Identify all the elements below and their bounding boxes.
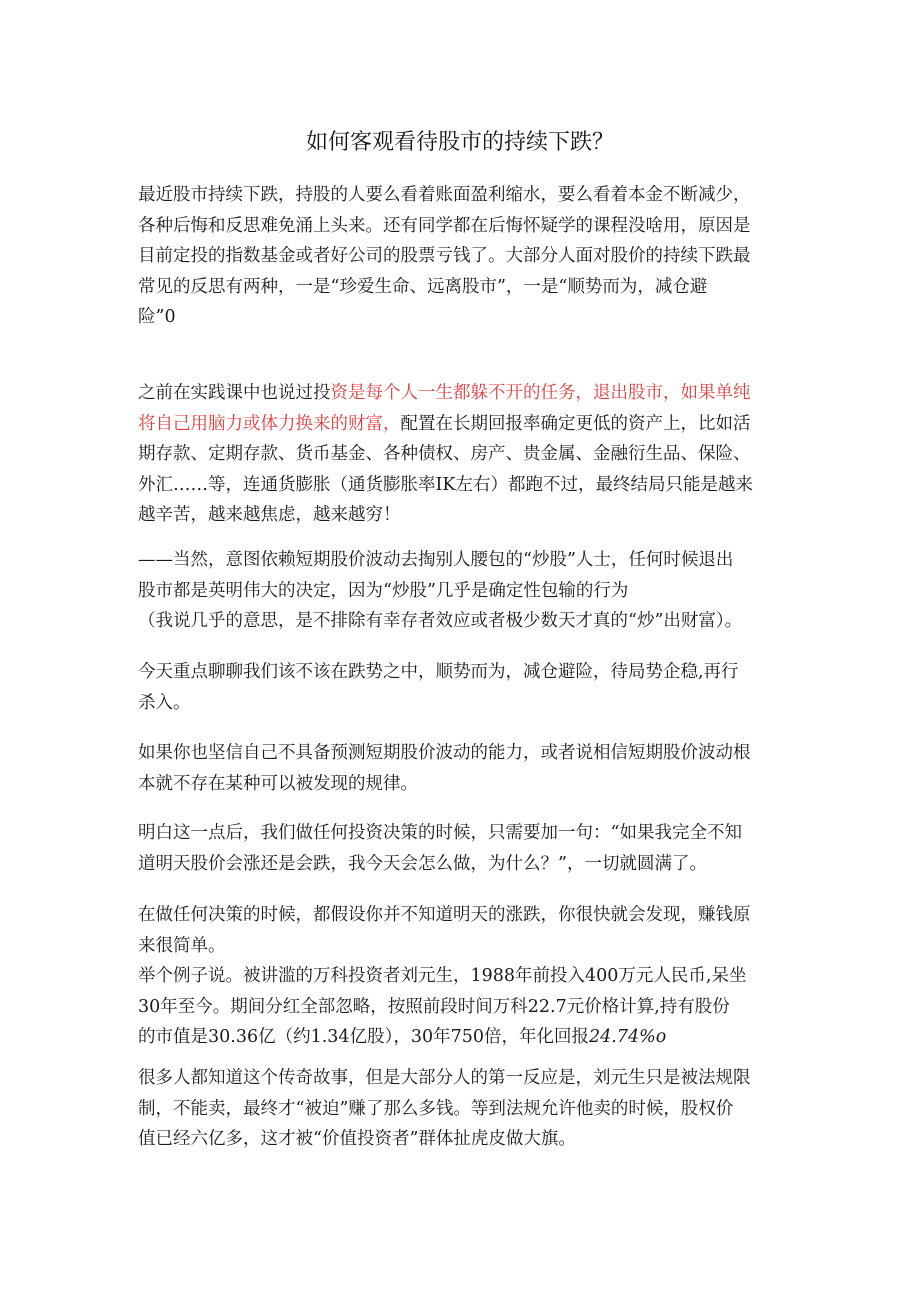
paragraph-line: 很多人都知道这个传奇故事，但是大部分人的第一反应是，刘元生只是被法规限 <box>138 1068 751 1088</box>
plain-text: 的市值是30.36亿（约1.34亿股），30年750倍，年化回报 <box>138 1027 589 1047</box>
paragraph-line: 最近股市持续下跌，持股的人要么看着账面盈利缩水，要么看着本金不断减少， <box>138 185 751 205</box>
paragraph-line: 常见的反思有两种，一是“珍爱生命、远离股市”，一是“顺势而为，减仓避 <box>138 276 708 297</box>
paragraph-line <box>138 1022 818 1053</box>
plain-text: 之前在实践课中也说过投 <box>138 383 331 403</box>
paragraph-line: 外汇……等，连通货膨胀（通货膨胀率IK左右）都跑不过，最终结局只能是越来 <box>138 474 753 495</box>
paragraph-line: 股市都是英明伟大的决定，因为“炒股”几乎是确定性包输的行为 <box>138 580 629 601</box>
paragraph-line: 目前定投的指数基金或者好公司的股票亏钱了。大部分人面对股价的持续下跌最 <box>138 246 751 266</box>
paragraph-8 <box>138 1063 818 1155</box>
paragraph-3 <box>138 545 818 637</box>
paragraph-line <box>138 378 818 409</box>
paragraph-line: 30年至今。期间分红全部忽略，按照前段时间万科22.7元价格计算,持有股份 <box>138 996 730 1017</box>
paragraph-1 <box>138 180 818 333</box>
paragraph-line: 举个例子说。被讲滥的万科投资者刘元生，1988年前投入400万元人民币,呆坐 <box>138 966 747 986</box>
paragraph-line: 本就不存在某种可以被发现的规律。 <box>138 773 418 794</box>
paragraph-line: 越辛苦，越来越焦虑，越来越穷！ <box>138 505 401 525</box>
paragraph-line: 在做任何决策的时候，都假设你并不知道明天的涨跌，你很快就会发现，赚钱原 <box>138 905 751 925</box>
italic-figure: 24.74%o <box>588 1027 667 1047</box>
paragraph-line: 如果你也坚信自己不具备预测短期股价波动的能力，或者说相信短期股价波动根 <box>138 743 751 763</box>
paragraph-line: 杀入。 <box>138 692 191 713</box>
paragraph-line: 期存款、定期存款、货币基金、各种债权、房产、贵金属、金融衍生品、保险、 <box>138 444 751 464</box>
paragraph-line <box>138 409 818 440</box>
paragraph-7 <box>138 900 818 1053</box>
highlighted-text: 将自己用脑力或体力换来的财富， <box>138 413 401 434</box>
document-title: 如何客观看待股市的持续下跌？ <box>305 130 614 155</box>
paragraph-line: 今天重点聊聊我们该不该在跌势之中，顺势而为，减仓避险，待局势企稳,再行 <box>138 662 739 682</box>
paragraph-line: 明白这一点后，我们做任何投资决策的时候，只需要加一句：“如果我完全不知 <box>138 823 742 843</box>
paragraph-line: 来很简单。 <box>138 935 226 956</box>
paragraph-line: 制，不能卖，最终才“被迫”赚了那么多钱。等到法规允许他卖的时候，股权价 <box>138 1098 734 1119</box>
highlighted-text: 资是每个人一生都躲不开的任务，退出股市，如果单纯 <box>330 383 751 403</box>
plain-text: 配置在长期回报率确定更低的资产上，比如活 <box>400 413 751 434</box>
paragraph-line: 险”0 <box>138 307 176 327</box>
paragraph-line: 值已经六亿多，这才被“价值投资者”群体扯虎皮做大旗。 <box>138 1129 576 1149</box>
paragraph-line: ——当然，意图依赖短期股价波动去掏别人腰包的“炒股”人士，任何时候退出 <box>138 550 734 570</box>
paragraph-4 <box>138 657 818 718</box>
paragraph-line: 各种后悔和反思难免涌上头来。还有同学都在后悔怀疑学的课程没啥用，原因是 <box>138 215 751 236</box>
paragraph-line: （我说几乎的意思，是不排除有幸存者效应或者极少数天才真的“炒”出财富）。 <box>138 611 743 631</box>
paragraph-2 <box>138 378 818 531</box>
paragraph-line: 道明天股价会涨还是会跌，我今天会怎么做，为什么？”，一切就圆满了。 <box>138 853 707 874</box>
paragraph-5 <box>138 738 818 799</box>
paragraph-6 <box>138 818 818 879</box>
